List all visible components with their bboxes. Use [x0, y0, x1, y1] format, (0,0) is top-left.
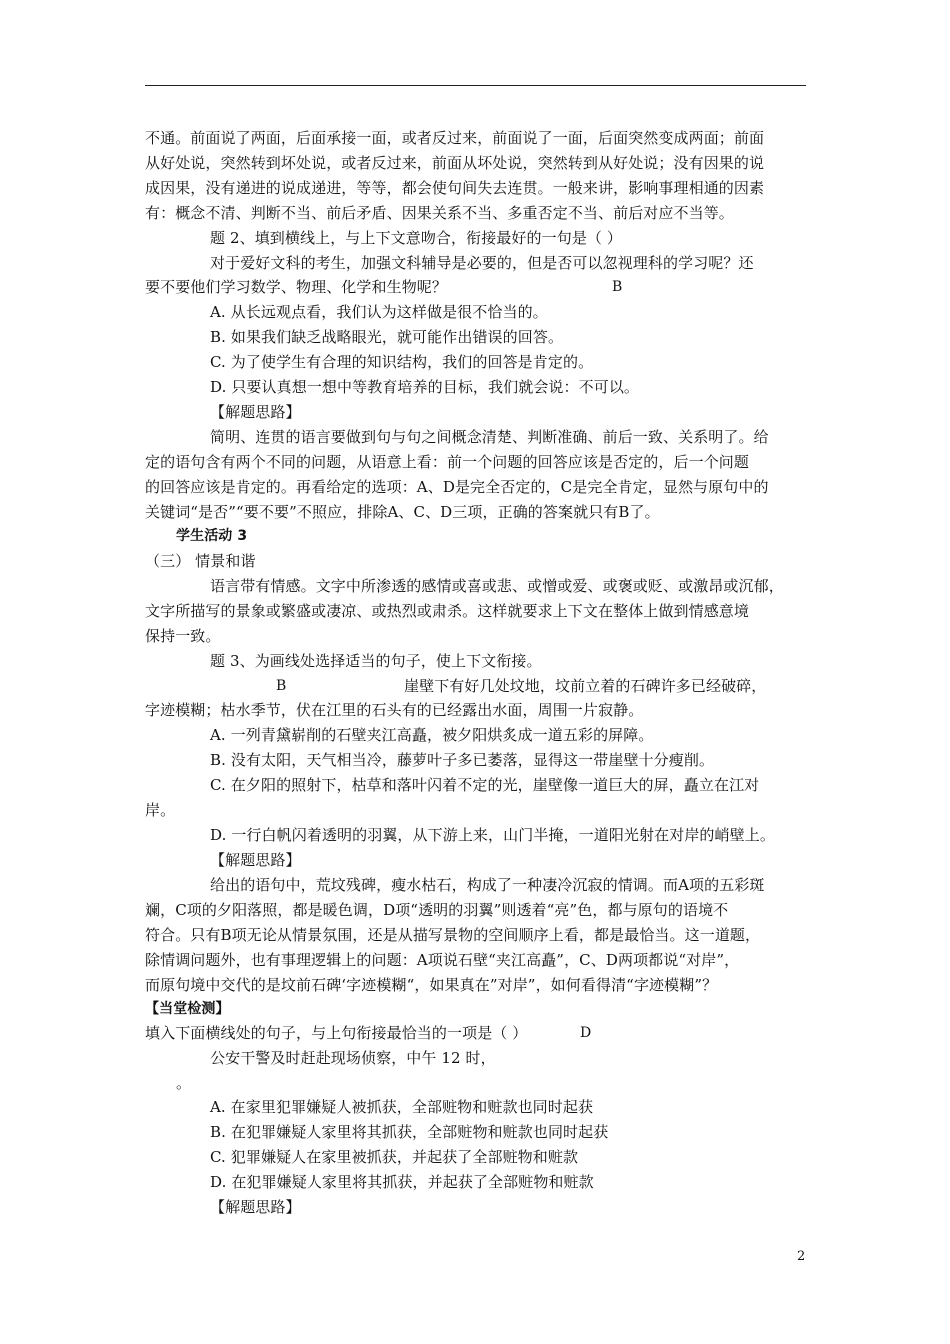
text-line: 有：概念不清、判断不当、前后矛盾、因果关系不当、多重否定不当、前后对应不当等。 [145, 204, 734, 222]
text-line: 公安干警及时赶赴现场侦察，中午 12 时， [210, 1049, 496, 1067]
option-d: D. 只要认真想一想中等教育培养的目标，我们就会说：不可以。 [210, 378, 640, 396]
section-heading-activity-3: 学生活动 3 [176, 528, 248, 544]
text-line: 从好处说，突然转到坏处说，或者反过来，前面从坏处说，突然转到从好处说；没有因果的说 [145, 154, 765, 172]
answer-test: D [580, 1025, 592, 1041]
option-b: B. 没有太阳，天气相当冷，藤萝叶子多已萎落，显得这一带崖壁十分瘦削。 [210, 751, 715, 769]
option-c: C. 犯罪嫌疑人在家里被抓获，并起获了全部赃物和赃款 [210, 1148, 579, 1166]
text-line: 保持一致。 [145, 627, 221, 645]
text-line: 文字所描写的景象或繁盛或凄凉、或热烈或肃杀。这样就要求上下文在整体上做到情感意境 [145, 602, 750, 620]
option-b: B. 如果我们缺乏战略眼光，就可能作出错误的回答。 [210, 328, 564, 346]
section-heading-in-class-test: 【当堂检测】 [145, 1001, 230, 1017]
text-line: 给出的语句中，荒坟残碑，瘦水枯石，构成了一种凄冷沉寂的情调。而A项的五彩斑 [210, 876, 765, 894]
question-3-stem: 题 3、为画线处选择适当的句子，使上下文衔接。 [210, 652, 542, 670]
text-line: 。 [176, 1074, 192, 1092]
answer-q2: B [612, 279, 623, 295]
text-line: 符合。只有B项无论从情景氛围，还是从描写景物的空间顺序上看，都是最恰当。这一道题， [145, 926, 761, 944]
text-line: 而原句境中交代的是坟前石碑‘字迹模糊“，如果真在”对岸”，如何看得清“字迹模糊”？ [145, 976, 718, 994]
answer-q3: B [276, 678, 287, 694]
text-line: 斓，C项的夕阳落照，都是暖色调，D项“透明的羽翼”则透着“亮”色，都与原句的语境不 [145, 901, 729, 919]
text-line: 成因果，没有递进的说成递进，等等，都会使句间失去连贯。一般来讲，影响事理相通的因素 [145, 179, 765, 197]
text-line: 对于爱好文科的考生，加强文科辅导是必要的，但是否可以忽视理科的学习呢？还 [210, 254, 754, 272]
option-c: C. 为了使学生有合理的知识结构，我们的回答是肯定的。 [210, 353, 594, 371]
text-line: 简明、连贯的语言要做到句与句之间概念清楚、判断准确、前后一致、关系明了。给 [210, 428, 769, 446]
text-line: 除情调问题外，也有事理逻辑上的问题：A项说石壁“夹江高矗”，C、D两项都说“对岸”， [145, 951, 740, 969]
text-line: 的回答应该是肯定的。再看给定的选项：A、D是完全否定的，C是完全肯定，显然与原句中的 [145, 478, 769, 496]
option-d: D. 一行白帆闪着透明的羽翼，从下游上来，山门半掩，一道阳光射在对岸的峭壁上。 [210, 826, 775, 844]
option-a: A. 一列青黛崭削的石壁夹江高矗，被夕阳烘炙成一道五彩的屏障。 [210, 726, 654, 744]
option-a: A. 在家里犯罪嫌疑人被抓获，全部赃物和赃款也同时起获 [210, 1098, 594, 1116]
text-line: 关键词“是否”“要不要”不照应，排除A、C、D三项，正确的答案就只有B了。 [145, 503, 660, 521]
text-line: 不通。前面说了两面，后面承接一面，或者反过来，前面说了一面，后面突然变成两面；前面 [145, 129, 765, 147]
option-b: B. 在犯罪嫌疑人家里将其抓获，全部赃物和赃款也同时起获 [210, 1123, 609, 1141]
header-rule [145, 85, 806, 86]
text-line: 字迹模糊；枯水季节，伏在江里的石头有的已经露出水面，周围一片寂静。 [145, 701, 644, 719]
text-line: 岸。 [145, 801, 176, 819]
solution-heading: 【解题思路】 [210, 1198, 301, 1216]
page-number: 2 [797, 1249, 806, 1264]
text-line: 要不要他们学习数学、物理、化学和生物呢？ [145, 278, 448, 296]
subsection-heading: （三） 情景和谐 [145, 552, 256, 570]
question-2-stem: 题 2、填到横线上，与上下文意吻合，衔接最好的一句是（ ） [210, 229, 622, 247]
test-question-stem: 填入下面横线处的句子，与上句衔接最恰当的一项是（ ） [145, 1024, 528, 1042]
option-c: C. 在夕阳的照射下，枯草和落叶闪着不定的光，崖壁像一道巨大的屏，矗立在江对 [210, 776, 760, 794]
option-d: D. 在犯罪嫌疑人家里将其抓获，并起获了全部赃物和赃款 [210, 1173, 594, 1191]
text-line: 定的语句含有两个不同的问题，从语意上看：前一个问题的回答应该是否定的，后一个问题 [145, 453, 750, 471]
solution-heading: 【解题思路】 [210, 403, 301, 421]
text-line: 崖壁下有好几处坟地，坟前立着的石碑许多已经破碎， [404, 677, 767, 695]
solution-heading: 【解题思路】 [210, 851, 301, 869]
text-line: 语言带有情感。文字中所渗透的感情或喜或悲、或憎或爱、或褒或贬、或激昂或沉郁， [210, 577, 784, 595]
option-a: A. 从长远观点看，我们认为这样做是很不恰当的。 [210, 303, 548, 321]
